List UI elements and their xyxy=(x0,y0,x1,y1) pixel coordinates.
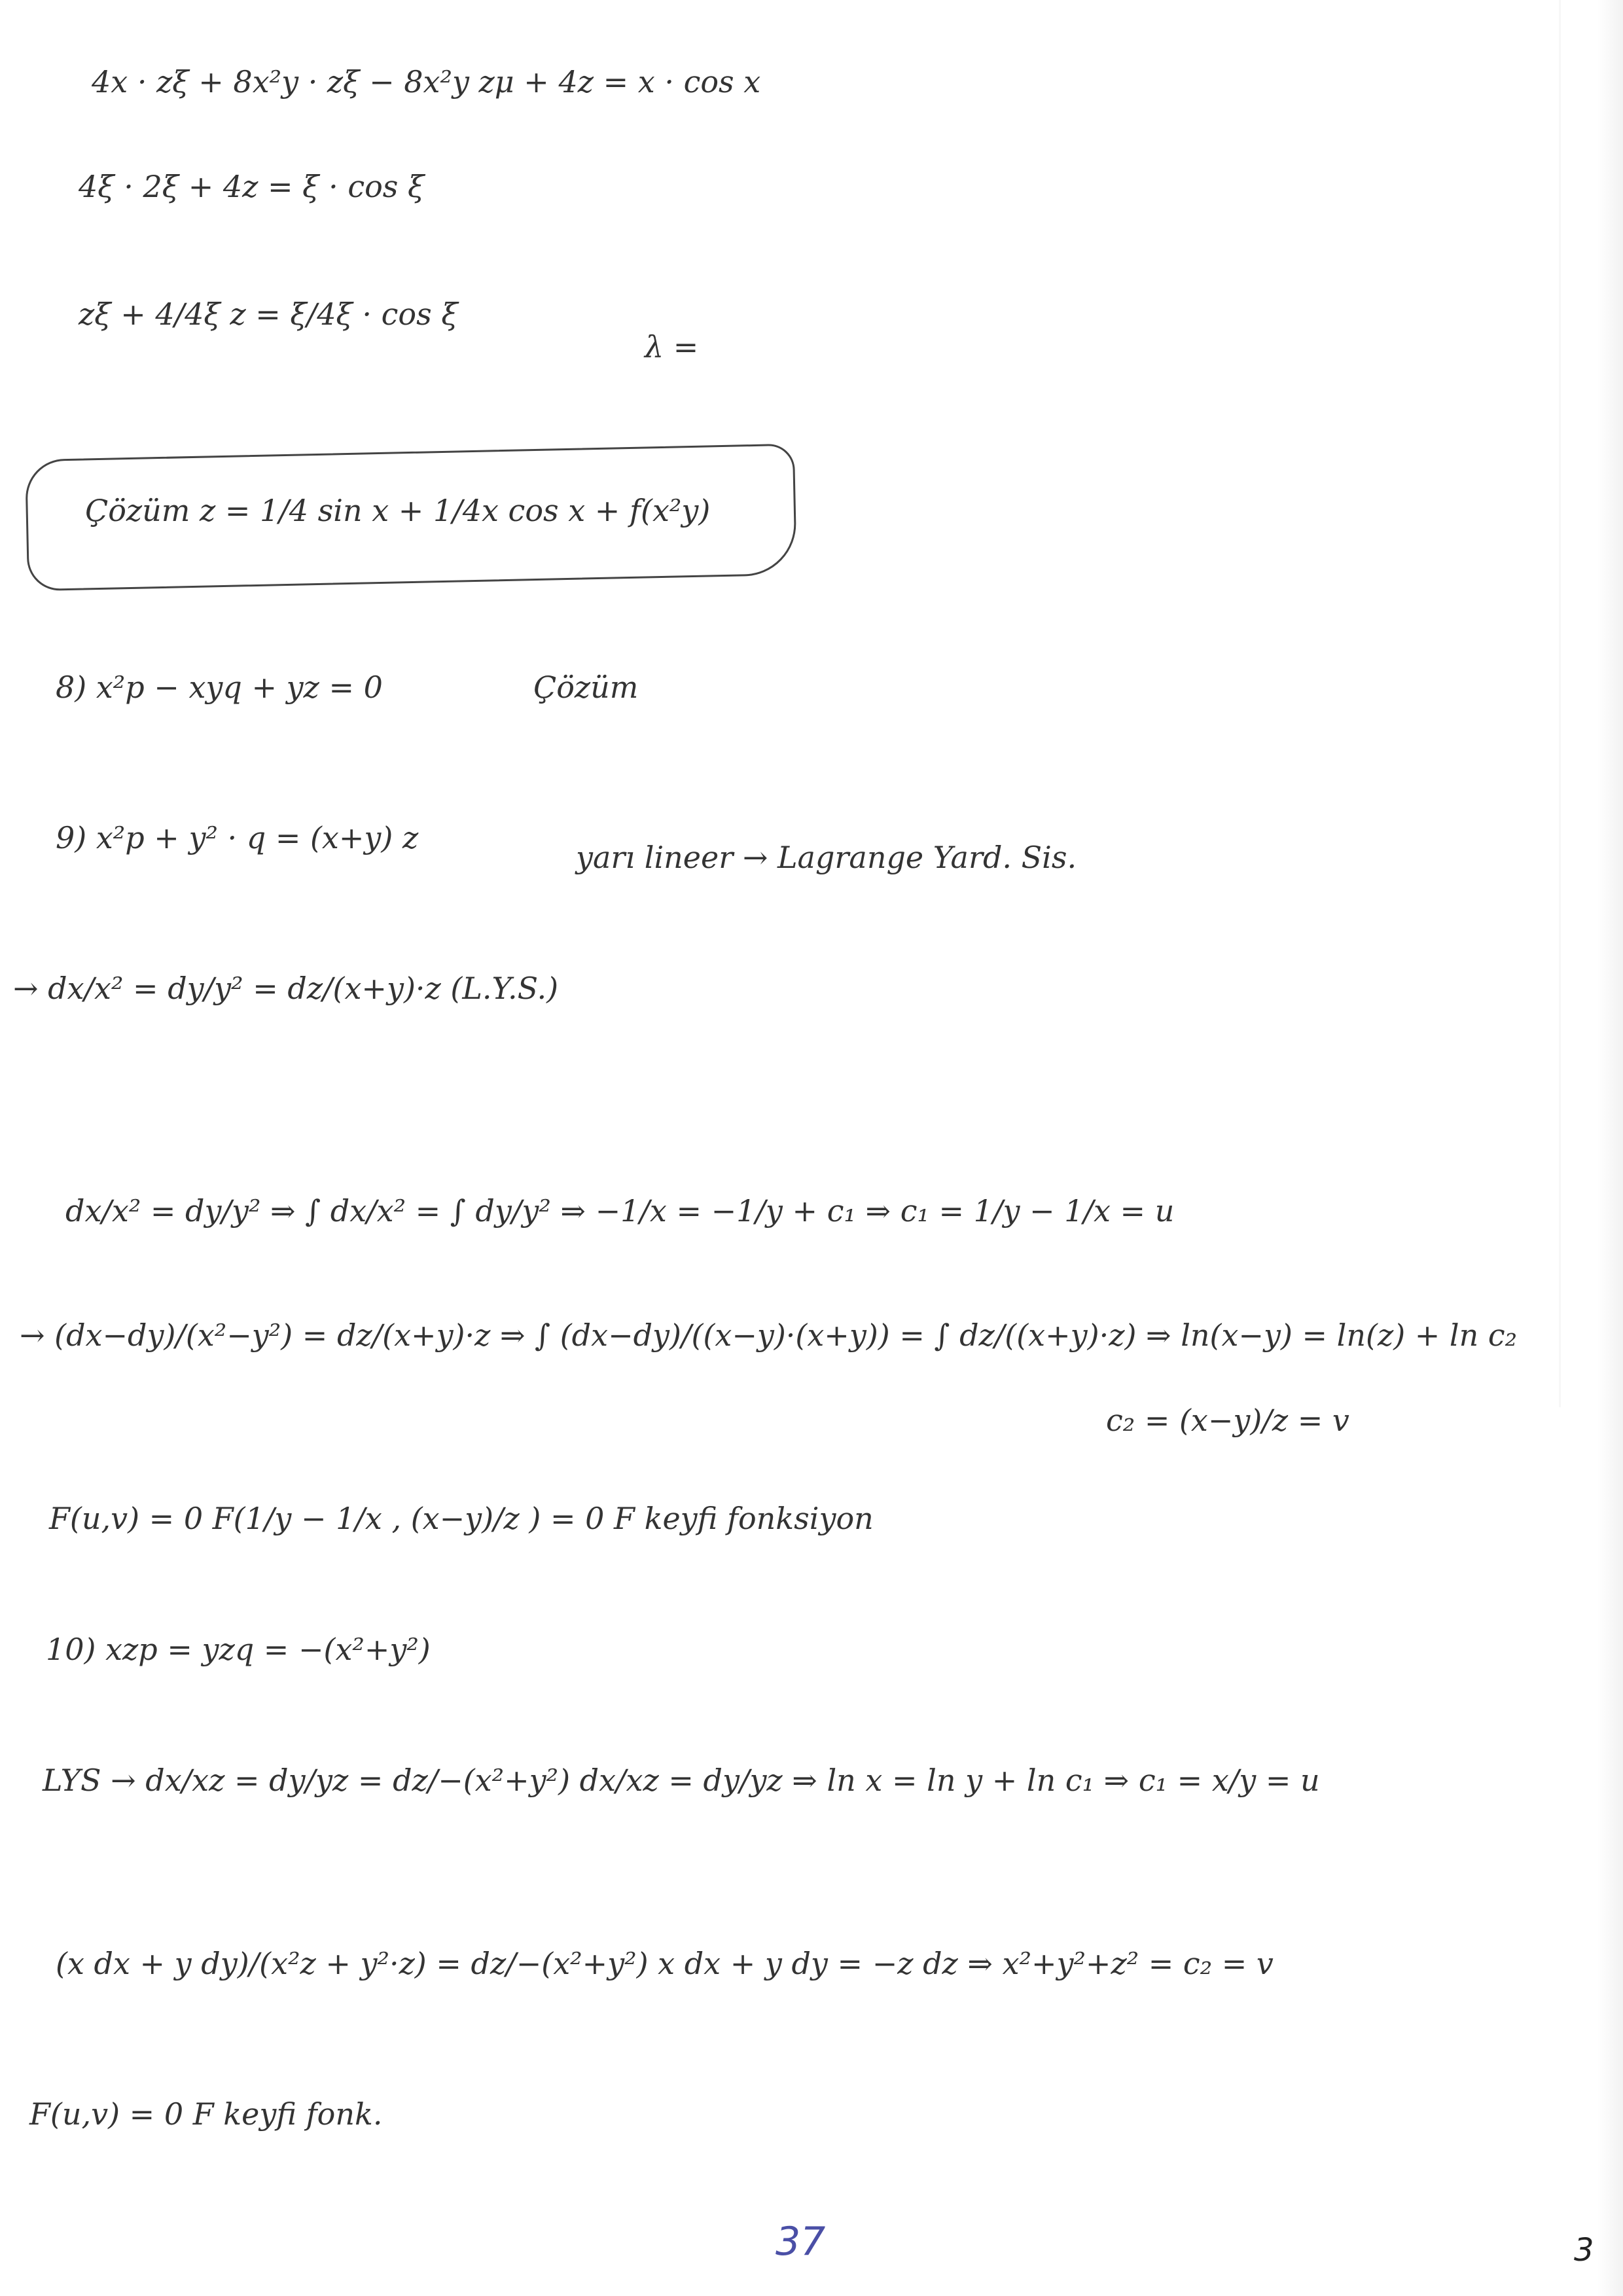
boxed-solution: Çözüm z = 1/4 sin x + 1/4x cos x + f(x²y) xyxy=(85,493,711,528)
paper-fold-line xyxy=(1559,0,1561,1407)
lys-10: LYS → dx/xz = dy/yz = dz/−(x²+y²) dx/xz = dy/yz ⇒ ln x = ln y + ln c₁ ⇒ c₁ = x/y = u xyxy=(43,1763,1320,1798)
first-integral: dx/x² = dy/y² ⇒ ∫ dx/x² = ∫ dy/y² ⇒ −1/x = −1/y + c₁ ⇒ c₁ = 1/y − 1/x = u xyxy=(65,1193,1175,1229)
equation-line: zξ + 4/4ξ z = ξ/4ξ · cos ξ xyxy=(79,296,458,332)
problem-10: 10) xzp = yzq = −(x²+y²) xyxy=(46,1632,431,1667)
problem-8: 8) x²p − xyq + yz = 0 xyxy=(56,670,383,705)
second-integral-10: (x dx + y dy)/(x²z + y²·z) = dz/−(x²+y²) x dx + y dy = −z dz ⇒ x²+y²+z² = c₂ = v xyxy=(56,1946,1274,1981)
page-number: 37 xyxy=(776,2219,826,2265)
solution-label: Çözüm xyxy=(533,670,639,705)
equation-line: 4ξ · 2ξ + 4z = ξ · cos ξ xyxy=(79,169,425,204)
equation-line: 4x · zξ + 8x²y · zξ − 8x²y zμ + 4z = x · cos x xyxy=(92,64,761,99)
sheet-number: 3 xyxy=(1574,2232,1594,2269)
paper-edge-shadow xyxy=(1597,0,1623,2296)
lambda-note: λ = xyxy=(645,329,699,365)
method-note: yarı lineer → Lagrange Yard. Sis. xyxy=(576,840,1077,875)
lagrange-system: → dx/x² = dy/y² = dz/(x+y)·z (L.Y.S.) xyxy=(13,971,559,1006)
general-solution-9: F(u,v) = 0 F(1/y − 1/x , (x−y)/z ) = 0 F keyfi fonksiyon xyxy=(49,1501,874,1536)
second-integral: → (dx−dy)/(x²−y²) = dz/(x+y)·z ⇒ ∫ (dx−dy)/((x−y)·(x+y)) = ∫ dz/((x+y)·z) ⇒ ln(x−y) = ln(z) + ln c₂ xyxy=(20,1318,1518,1353)
problem-9: 9) x²p + y² · q = (x+y) z xyxy=(56,820,419,855)
general-solution-10: F(u,v) = 0 F keyfi fonk. xyxy=(29,2096,383,2132)
constant-v: c₂ = (x−y)/z = v xyxy=(1106,1403,1349,1438)
